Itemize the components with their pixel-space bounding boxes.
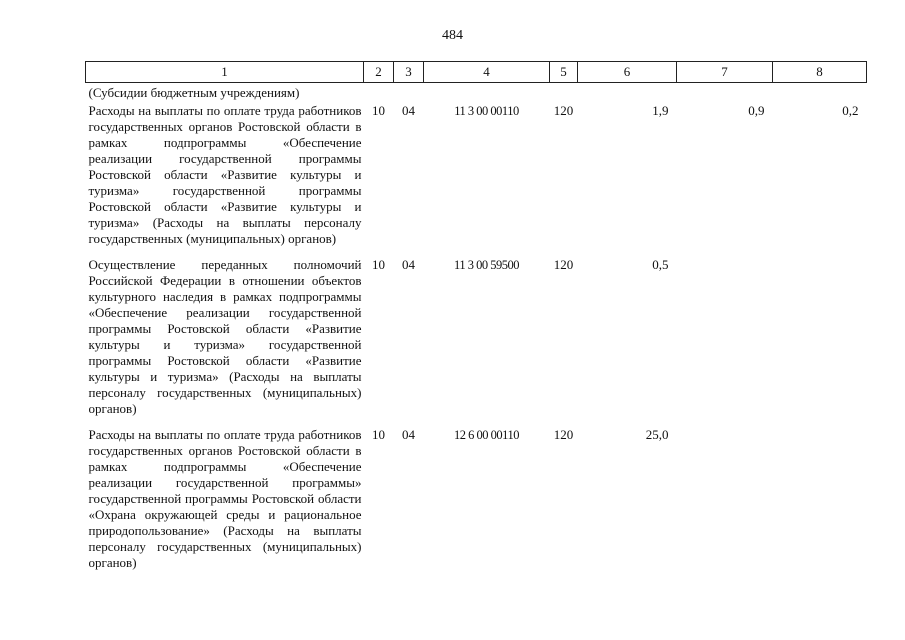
row-col7 <box>677 425 773 579</box>
row-pr: 04 <box>402 427 415 442</box>
row-rz: 10 <box>372 427 385 442</box>
budget-table <box>85 61 867 579</box>
row-csr: 12 6 00 00110 <box>454 428 519 442</box>
row-col6: 0,5 <box>652 257 669 272</box>
row-vr: 120 <box>553 103 574 118</box>
row-col8: 0,2 <box>842 103 859 118</box>
table-row <box>86 425 867 579</box>
row-col8 <box>773 425 867 579</box>
header-col-8: 8 <box>773 62 867 83</box>
row-col6: 25,0 <box>645 427 669 442</box>
row-description: Осуществление переданных полномочий Российской Федерации в отношении объектов культурного наследия в рамках подпрограммы «Обеспечение реализации государственной программы Ростовской области «Развитие культуры и туризма» государственной программы Ростовской области «Развитие культуры и туризма» (Расходы на выплаты персоналу государственных (муниципальных) органов) <box>88 257 362 416</box>
page-number: 484 <box>442 28 463 43</box>
row-rz: 10 <box>372 103 385 118</box>
header-col-4: 4 <box>424 62 550 83</box>
header-col-7: 7 <box>677 62 773 83</box>
row-csr: 11 3 00 59500 <box>454 258 519 272</box>
header-col-3: 3 <box>394 62 424 83</box>
row-description: Расходы на выплаты по оплате труда работников государственных органов Ростовской области в рамках подпрограммы «Обеспечение реализации государственной программы Ростовской области «Развитие культуры и туризма» государственной программы Ростовской области «Развитие культуры и туризма» (Расходы на выплаты персоналу государственных (муниципальных) органов) <box>88 103 362 246</box>
row-col7 <box>677 255 773 425</box>
row-rz: 10 <box>372 257 385 272</box>
header-col-1: 1 <box>86 62 364 83</box>
header-col-5: 5 <box>550 62 578 83</box>
header-col-6: 6 <box>578 62 677 83</box>
row-pr: 04 <box>402 103 415 118</box>
subtitle-cell: (Субсидии бюджетным учреждениям) <box>88 85 300 100</box>
row-pr: 04 <box>402 257 415 272</box>
row-col6: 1,9 <box>652 103 669 118</box>
table-row <box>86 101 867 255</box>
row-csr: 11 3 00 00110 <box>454 104 519 118</box>
row-col8 <box>773 255 867 425</box>
row-vr: 120 <box>553 427 574 442</box>
subtitle-row <box>86 83 867 102</box>
table-row <box>86 255 867 425</box>
row-description: Расходы на выплаты по оплате труда работников государственных органов Ростовской области в рамках подпрограммы «Обеспечение реализации государственной программы» государственной программы Ростовской области «Охрана окружающей среды и рациональное природопользование» (Расходы на выплаты персоналу государственных (муниципальных) органов) <box>88 427 362 570</box>
row-vr: 120 <box>553 257 574 272</box>
table-header-row <box>86 62 867 83</box>
row-col7: 0,9 <box>748 103 765 118</box>
header-col-2: 2 <box>364 62 394 83</box>
